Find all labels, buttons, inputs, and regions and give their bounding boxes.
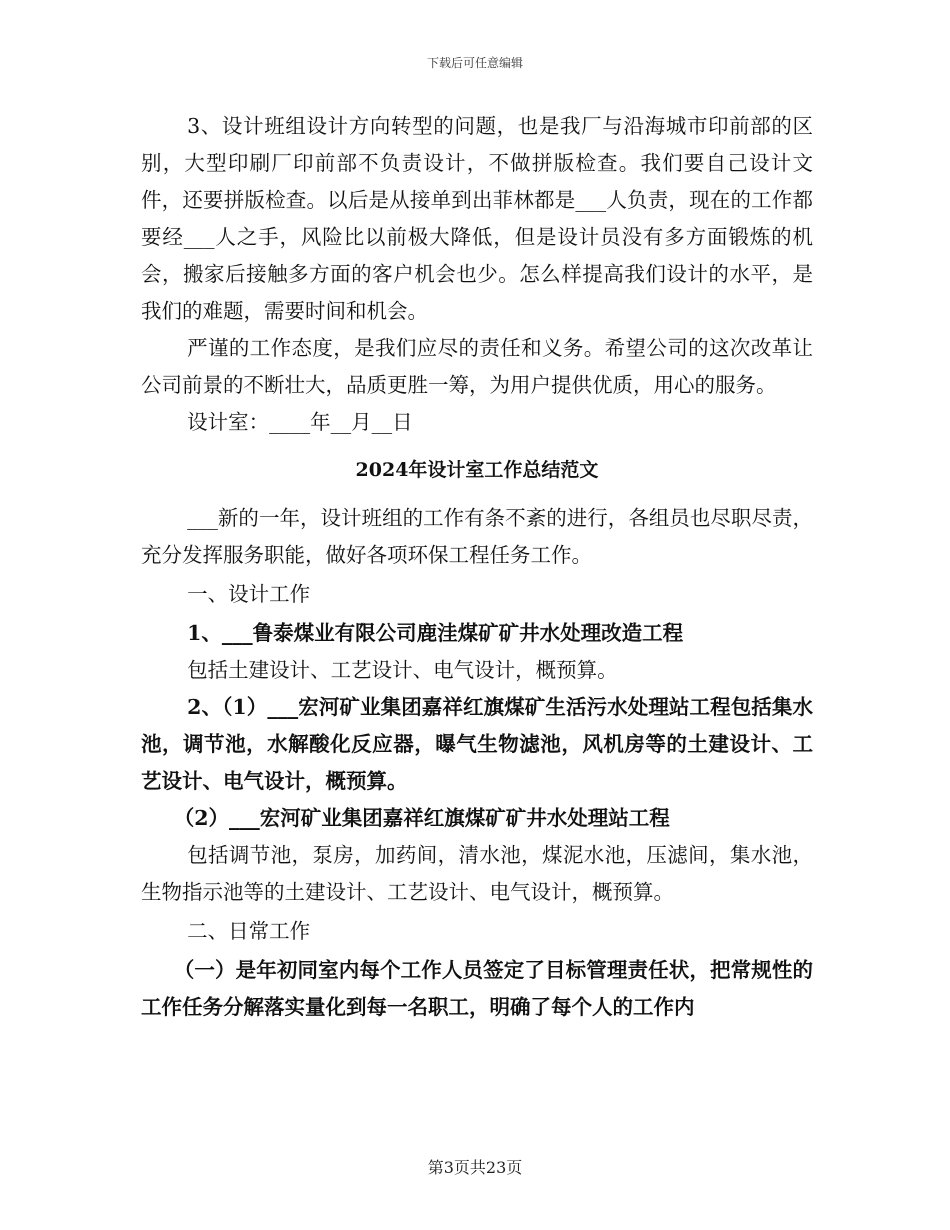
document-body xyxy=(141,108,813,1026)
section-heading-design-work: 一、设计工作 xyxy=(187,582,311,606)
document-title: 2024年设计室工作总结范文 xyxy=(355,459,599,481)
paragraph-intro: ___新的一年，设计班组的工作有条不紊的进行，各组员也尽职尽责，充分发挥服务职能，做好各项环保工程任务工作。 xyxy=(141,506,813,567)
project-item-2-2-scope: 包括调节池，泵房，加药间，清水池，煤泥水池，压滤间，集水池，生物指示池等的土建设计、工艺设计、电气设计，概预算。 xyxy=(141,843,813,904)
project-item-1-scope: 包括土建设计、工艺设计、电气设计，概预算。 xyxy=(187,658,618,682)
section-heading-daily-work: 二、日常工作 xyxy=(187,919,311,943)
project-item-1: 1、___鲁泰煤业有限公司鹿洼煤矿矿井水处理改造工程 xyxy=(187,621,684,645)
paragraph-design-transition: 3、设计班组设计方向转型的问题，也是我厂与沿海城市印前部的区别，大型印刷厂印前部不负责设计，不做拼版检查。我们要自己设计文件，还要拼版检查。以后是从接单到出菲林都是___人负责，现在的工作都要经___人之手，风险比以前极大降低，但是设计员没有多方面锻炼的机会，搬家后接触多方面的客户机会也少。怎么样提高我们设计的水平，是我们的难题，需要时间和机会。 xyxy=(141,114,813,323)
page-footer: 第3页共23页 xyxy=(427,1158,523,1177)
paragraph-daily-work-1: （一）是年初同室内每个工作人员签定了目标管理责任状，把常规性的工作任务分解落实量化到每一名职工，明确了每个人的工作内 xyxy=(141,958,813,1019)
signature-date-line: 设计室：____年__月__日 xyxy=(187,410,413,434)
paragraph-work-attitude: 严谨的工作态度，是我们应尽的责任和义务。希望公司的这次改革让公司前景的不断壮大，品质更胜一筹，为用户提供优质，用心的服务。 xyxy=(141,336,813,397)
page-header: 下载后可任意编辑 xyxy=(426,56,523,70)
project-item-2-1: 2、（1）___宏河矿业集团嘉祥红旗煤矿生活污水处理站工程包括集水池，调节池，水解酸化反应器，曝气生物滤池，风机房等的土建设计、工艺设计、电气设计，概预算。 xyxy=(141,695,813,793)
project-item-2-2: （2）___宏河矿业集团嘉祥红旗煤矿矿井水处理站工程 xyxy=(173,806,670,830)
